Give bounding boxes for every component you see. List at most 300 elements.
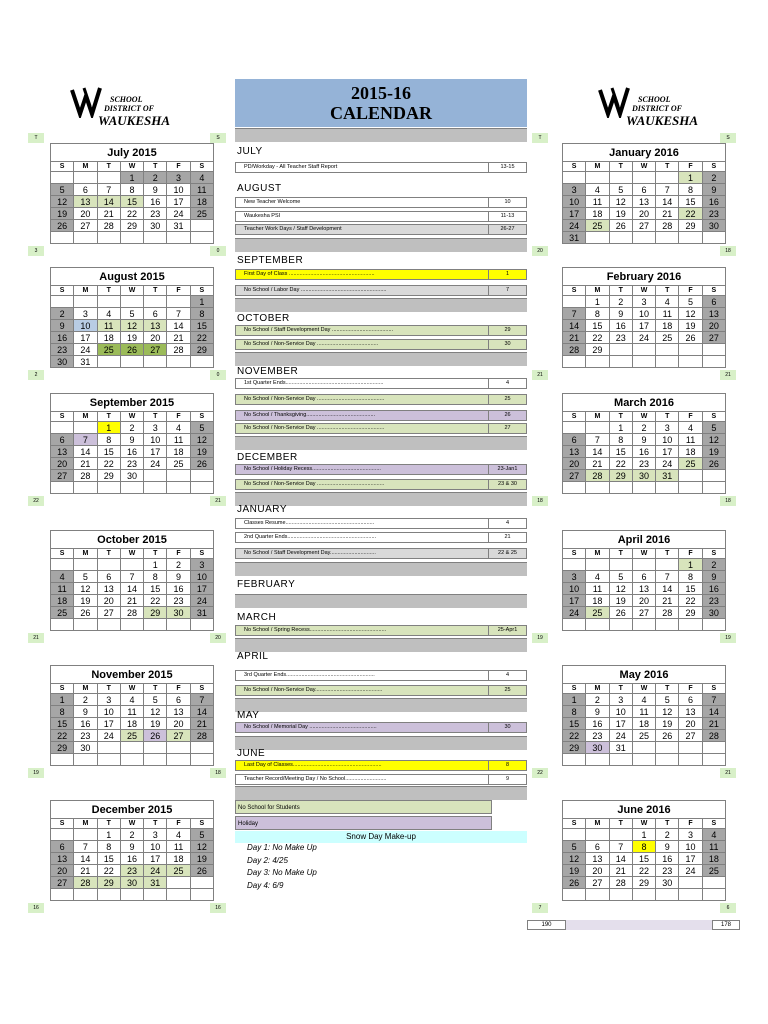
event-date: 1: [488, 270, 526, 279]
day-cell: 1: [121, 172, 144, 184]
empty-cell: [74, 232, 97, 244]
empty-cell: [51, 482, 74, 494]
empty-cell: [563, 422, 586, 434]
day-cell: 3: [679, 829, 702, 841]
day-cell: 31: [656, 470, 679, 482]
day-cell: 22: [51, 730, 74, 742]
day-count-marker: S: [210, 133, 226, 143]
month-title: August 2015: [50, 267, 214, 285]
day-cell: 24: [633, 332, 656, 344]
event-date: 25-Apr1: [488, 626, 526, 635]
weekday-header: T: [656, 412, 679, 422]
month-december-2015: [50, 800, 214, 901]
day-cell: 31: [167, 220, 190, 232]
day-cell: 14: [610, 853, 633, 865]
day-cell: 12: [144, 706, 167, 718]
empty-cell: [633, 889, 656, 901]
day-cell: 18: [586, 208, 609, 220]
day-cell: 3: [144, 422, 167, 434]
empty-cell: [191, 742, 214, 754]
empty-cell: [679, 344, 702, 356]
day-cell: 19: [121, 332, 144, 344]
snow-day-1: Day 1: No Make Up: [247, 843, 317, 852]
day-cell: 18: [98, 332, 121, 344]
weekday-header: M: [586, 684, 609, 694]
day-cell: 24: [563, 220, 586, 232]
empty-cell: [703, 889, 726, 901]
empty-cell: [703, 482, 726, 494]
day-cell: 15: [144, 583, 167, 595]
empty-cell: [610, 559, 633, 571]
empty-cell: [167, 482, 190, 494]
empty-cell: [144, 356, 167, 368]
day-cell: 1: [98, 829, 121, 841]
day-cell: 21: [191, 718, 214, 730]
day-cell: 23: [703, 208, 726, 220]
day-cell: 18: [51, 595, 74, 607]
empty-cell: [633, 742, 656, 754]
day-cell: 30: [51, 356, 74, 368]
day-cell: 12: [121, 320, 144, 332]
day-cell: 11: [586, 583, 609, 595]
event-date: 4: [488, 671, 526, 680]
empty-cell: [74, 172, 97, 184]
empty-cell: [121, 559, 144, 571]
day-cell: 6: [167, 694, 190, 706]
day-cell: 25: [679, 458, 702, 470]
empty-cell: [679, 754, 702, 766]
separator-band: [235, 594, 527, 608]
day-cell: 18: [633, 718, 656, 730]
day-cell: 15: [191, 320, 214, 332]
month-title: November 2015: [50, 665, 214, 683]
day-cell: 31: [144, 877, 167, 889]
weekday-header: W: [633, 819, 656, 829]
weekday-header: W: [121, 549, 144, 559]
empty-cell: [563, 889, 586, 901]
empty-cell: [633, 344, 656, 356]
empty-cell: [191, 220, 214, 232]
student-day-count: 18: [532, 496, 548, 506]
student-day-count: 3: [28, 246, 44, 256]
day-cell: 13: [633, 583, 656, 595]
day-cell: 18: [679, 446, 702, 458]
event-label: No School / Holiday Recess.............................................: [244, 466, 381, 472]
empty-cell: [74, 889, 97, 901]
month-october-2015: [50, 530, 214, 631]
empty-cell: [191, 754, 214, 766]
empty-cell: [586, 422, 609, 434]
day-cell: 2: [144, 172, 167, 184]
day-cell: 20: [51, 865, 74, 877]
day-cell: 24: [610, 730, 633, 742]
teacher-day-count: 21: [210, 496, 226, 506]
day-cell: 20: [586, 865, 609, 877]
day-cell: 2: [121, 422, 144, 434]
event-date: 21: [488, 533, 526, 542]
day-cell: 30: [144, 220, 167, 232]
weekday-header: S: [51, 684, 74, 694]
day-cell: 24: [74, 344, 97, 356]
weekday-header: S: [51, 549, 74, 559]
day-cell: 29: [98, 470, 121, 482]
day-cell: 18: [703, 853, 726, 865]
day-cell: 1: [586, 296, 609, 308]
empty-cell: [656, 482, 679, 494]
empty-cell: [679, 619, 702, 631]
weekday-header: W: [121, 684, 144, 694]
empty-cell: [656, 344, 679, 356]
day-cell: 9: [144, 184, 167, 196]
day-cell: 4: [633, 694, 656, 706]
day-cell: 23: [656, 865, 679, 877]
day-cell: 23: [586, 730, 609, 742]
day-cell: 22: [98, 865, 121, 877]
day-cell: 28: [74, 470, 97, 482]
event-label: Teacher Record/Meeting Day / No School...........................: [244, 776, 387, 782]
day-cell: 29: [144, 607, 167, 619]
empty-cell: [98, 889, 121, 901]
day-cell: 6: [633, 184, 656, 196]
empty-cell: [167, 619, 190, 631]
weekday-header: F: [167, 819, 190, 829]
weekday-header: W: [121, 412, 144, 422]
day-cell: 12: [191, 841, 214, 853]
day-cell: 7: [74, 841, 97, 853]
day-cell: 5: [74, 571, 97, 583]
weekday-header: S: [703, 684, 726, 694]
day-cell: 22: [563, 730, 586, 742]
day-cell: 23: [633, 458, 656, 470]
day-cell: 25: [586, 607, 609, 619]
day-cell: 26: [703, 458, 726, 470]
day-cell: 24: [656, 458, 679, 470]
day-cell: 20: [74, 208, 97, 220]
empty-cell: [144, 754, 167, 766]
day-cell: 1: [633, 829, 656, 841]
day-cell: 19: [679, 320, 702, 332]
day-cell: 17: [144, 446, 167, 458]
event-date: 13-15: [488, 163, 526, 172]
day-cell: 18: [167, 853, 190, 865]
weekday-header: S: [51, 162, 74, 172]
day-cell: 28: [656, 607, 679, 619]
day-cell: 21: [656, 595, 679, 607]
day-cell: 22: [191, 332, 214, 344]
weekday-header: M: [74, 819, 97, 829]
day-cell: 18: [586, 595, 609, 607]
day-cell: 16: [144, 196, 167, 208]
day-cell: 3: [563, 184, 586, 196]
empty-cell: [74, 559, 97, 571]
day-cell: 17: [679, 853, 702, 865]
weekday-header: W: [633, 549, 656, 559]
day-cell: 22: [610, 458, 633, 470]
day-cell: 4: [656, 296, 679, 308]
empty-cell: [703, 742, 726, 754]
logo-line-district: DISTRICT OF: [104, 104, 155, 113]
day-cell: 12: [51, 196, 74, 208]
month-grid: [562, 548, 726, 631]
district-logo-left: [70, 82, 180, 127]
legend-no-school: [235, 800, 492, 814]
event-month-heading: NOVEMBER: [237, 366, 299, 377]
weekday-header: F: [167, 286, 190, 296]
empty-cell: [121, 742, 144, 754]
day-cell: 1: [144, 559, 167, 571]
day-cell: 2: [633, 422, 656, 434]
day-cell: 16: [121, 853, 144, 865]
weekday-header: W: [121, 286, 144, 296]
empty-cell: [121, 889, 144, 901]
event-month-heading: FEBRUARY: [237, 579, 296, 590]
logo-line-district: DISTRICT OF: [632, 104, 683, 113]
weekday-header: F: [679, 684, 702, 694]
month-grid: [50, 683, 214, 766]
empty-cell: [74, 422, 97, 434]
empty-cell: [191, 877, 214, 889]
day-cell: 3: [74, 308, 97, 320]
event-label: New Teacher Welcome: [244, 199, 301, 205]
empty-cell: [98, 296, 121, 308]
weekday-header: M: [74, 412, 97, 422]
weekday-header: S: [563, 286, 586, 296]
empty-cell: [703, 232, 726, 244]
event-date: 4: [488, 519, 526, 528]
day-cell: 28: [656, 220, 679, 232]
day-cell: 26: [51, 220, 74, 232]
weekday-header: S: [191, 412, 214, 422]
day-cell: 26: [121, 344, 144, 356]
empty-cell: [51, 889, 74, 901]
day-cell: 16: [51, 332, 74, 344]
day-cell: 9: [121, 434, 144, 446]
event-row: [235, 625, 527, 636]
day-cell: 10: [74, 320, 97, 332]
day-cell: 17: [610, 718, 633, 730]
day-cell: 10: [610, 706, 633, 718]
empty-cell: [610, 754, 633, 766]
weekday-header: S: [703, 162, 726, 172]
weekday-header: S: [191, 549, 214, 559]
day-cell: 11: [98, 320, 121, 332]
day-cell: 30: [633, 470, 656, 482]
empty-cell: [633, 482, 656, 494]
day-cell: 25: [703, 865, 726, 877]
day-cell: 6: [51, 841, 74, 853]
day-cell: 28: [98, 220, 121, 232]
day-cell: 13: [586, 853, 609, 865]
day-cell: 28: [121, 607, 144, 619]
day-cell: 15: [679, 196, 702, 208]
month-title: April 2016: [562, 530, 726, 548]
event-month-heading: MAY: [237, 710, 260, 721]
empty-cell: [167, 889, 190, 901]
day-cell: 16: [703, 196, 726, 208]
weekday-header: F: [167, 684, 190, 694]
district-logo-right: [598, 82, 708, 127]
day-cell: 27: [633, 607, 656, 619]
day-cell: 16: [610, 320, 633, 332]
day-cell: 19: [703, 446, 726, 458]
day-cell: 27: [74, 220, 97, 232]
event-label: Teacher Work Days / Staff Development: [244, 226, 342, 232]
separator-band: [235, 128, 527, 142]
day-cell: 6: [586, 841, 609, 853]
weekday-header: M: [586, 286, 609, 296]
day-cell: 4: [679, 422, 702, 434]
day-cell: 21: [74, 458, 97, 470]
empty-cell: [121, 296, 144, 308]
day-cell: 1: [679, 172, 702, 184]
day-cell: 29: [51, 742, 74, 754]
day-cell: 8: [191, 308, 214, 320]
weekday-header: S: [51, 286, 74, 296]
day-cell: 20: [679, 718, 702, 730]
day-cell: 29: [679, 220, 702, 232]
month-title: February 2016: [562, 267, 726, 285]
weekday-header: T: [144, 286, 167, 296]
event-row: [235, 162, 527, 173]
event-month-heading: JANUARY: [237, 504, 287, 515]
empty-cell: [98, 754, 121, 766]
weekday-header: S: [563, 819, 586, 829]
day-cell: 3: [610, 694, 633, 706]
day-cell: 12: [679, 308, 702, 320]
event-date: 4: [488, 379, 526, 388]
day-cell: 25: [633, 730, 656, 742]
day-cell: 14: [703, 706, 726, 718]
day-cell: 31: [191, 607, 214, 619]
day-cell: 5: [610, 571, 633, 583]
day-cell: 15: [98, 853, 121, 865]
empty-cell: [121, 232, 144, 244]
event-row: [235, 548, 527, 559]
empty-cell: [633, 619, 656, 631]
day-cell: 18: [656, 320, 679, 332]
day-cell: 26: [191, 865, 214, 877]
month-title: September 2015: [50, 393, 214, 411]
separator-band: [235, 298, 527, 312]
day-cell: 24: [563, 607, 586, 619]
day-cell: 28: [563, 344, 586, 356]
weekday-header: M: [586, 162, 609, 172]
teacher-day-count: 18: [720, 496, 736, 506]
day-cell: 11: [191, 184, 214, 196]
separator-band: [235, 352, 527, 366]
day-cell: 21: [167, 332, 190, 344]
event-row: [235, 423, 527, 434]
empty-cell: [610, 482, 633, 494]
event-label: PD/Workday - All Teacher Staff Report: [244, 164, 338, 170]
empty-cell: [167, 742, 190, 754]
empty-cell: [586, 754, 609, 766]
teacher-day-count: 18: [720, 246, 736, 256]
day-cell: 19: [144, 718, 167, 730]
day-cell: 28: [703, 730, 726, 742]
day-cell: 4: [98, 308, 121, 320]
day-cell: 31: [563, 232, 586, 244]
day-cell: 23: [74, 730, 97, 742]
day-cell: 21: [703, 718, 726, 730]
day-cell: 8: [633, 841, 656, 853]
empty-cell: [167, 356, 190, 368]
day-cell: 20: [98, 595, 121, 607]
day-cell: 9: [586, 706, 609, 718]
day-cell: 26: [656, 730, 679, 742]
weekday-header: F: [167, 162, 190, 172]
day-cell: 19: [74, 595, 97, 607]
empty-cell: [121, 356, 144, 368]
day-cell: 26: [144, 730, 167, 742]
event-month-heading: JUNE: [237, 748, 266, 759]
event-label: 2nd Quarter Ends..........................................................: [244, 534, 377, 540]
day-cell: 26: [610, 607, 633, 619]
day-cell: 5: [191, 422, 214, 434]
month-grid: [562, 285, 726, 368]
month-may-2016: [562, 665, 726, 766]
day-cell: 17: [167, 196, 190, 208]
weekday-header: T: [656, 162, 679, 172]
event-label: No School / Non-Service Day ............................................: [244, 481, 385, 487]
month-title: October 2015: [50, 530, 214, 548]
empty-cell: [121, 754, 144, 766]
empty-cell: [563, 172, 586, 184]
day-cell: 26: [679, 332, 702, 344]
day-cell: 27: [563, 470, 586, 482]
day-cell: 9: [167, 571, 190, 583]
weekday-header: T: [98, 286, 121, 296]
day-cell: 25: [98, 344, 121, 356]
day-cell: 13: [703, 308, 726, 320]
empty-cell: [51, 296, 74, 308]
day-cell: 12: [74, 583, 97, 595]
day-cell: 5: [563, 841, 586, 853]
weekday-header: F: [679, 412, 702, 422]
day-cell: 2: [703, 172, 726, 184]
month-june-2016: [562, 800, 726, 901]
day-cell: 27: [144, 344, 167, 356]
teacher-day-count: 6: [720, 903, 736, 913]
month-grid: [50, 548, 214, 631]
empty-cell: [679, 482, 702, 494]
day-cell: 24: [167, 208, 190, 220]
legend-holiday: [235, 816, 492, 830]
day-cell: 23: [121, 458, 144, 470]
day-cell: 1: [563, 694, 586, 706]
day-cell: 3: [191, 559, 214, 571]
day-cell: 7: [98, 184, 121, 196]
event-month-heading: SEPTEMBER: [237, 255, 304, 266]
logo-line-school: SCHOOL: [638, 95, 671, 104]
event-row: [235, 269, 527, 280]
day-cell: 4: [191, 172, 214, 184]
empty-cell: [586, 172, 609, 184]
day-cell: 29: [191, 344, 214, 356]
day-cell: 24: [144, 458, 167, 470]
day-cell: 15: [679, 583, 702, 595]
empty-cell: [51, 619, 74, 631]
event-row: [235, 394, 527, 405]
month-grid: [50, 161, 214, 244]
weekday-header: T: [98, 819, 121, 829]
day-cell: 2: [74, 694, 97, 706]
day-cell: 22: [679, 208, 702, 220]
day-cell: 13: [98, 583, 121, 595]
day-cell: 23: [610, 332, 633, 344]
event-row: [235, 325, 527, 336]
weekday-header: T: [98, 549, 121, 559]
